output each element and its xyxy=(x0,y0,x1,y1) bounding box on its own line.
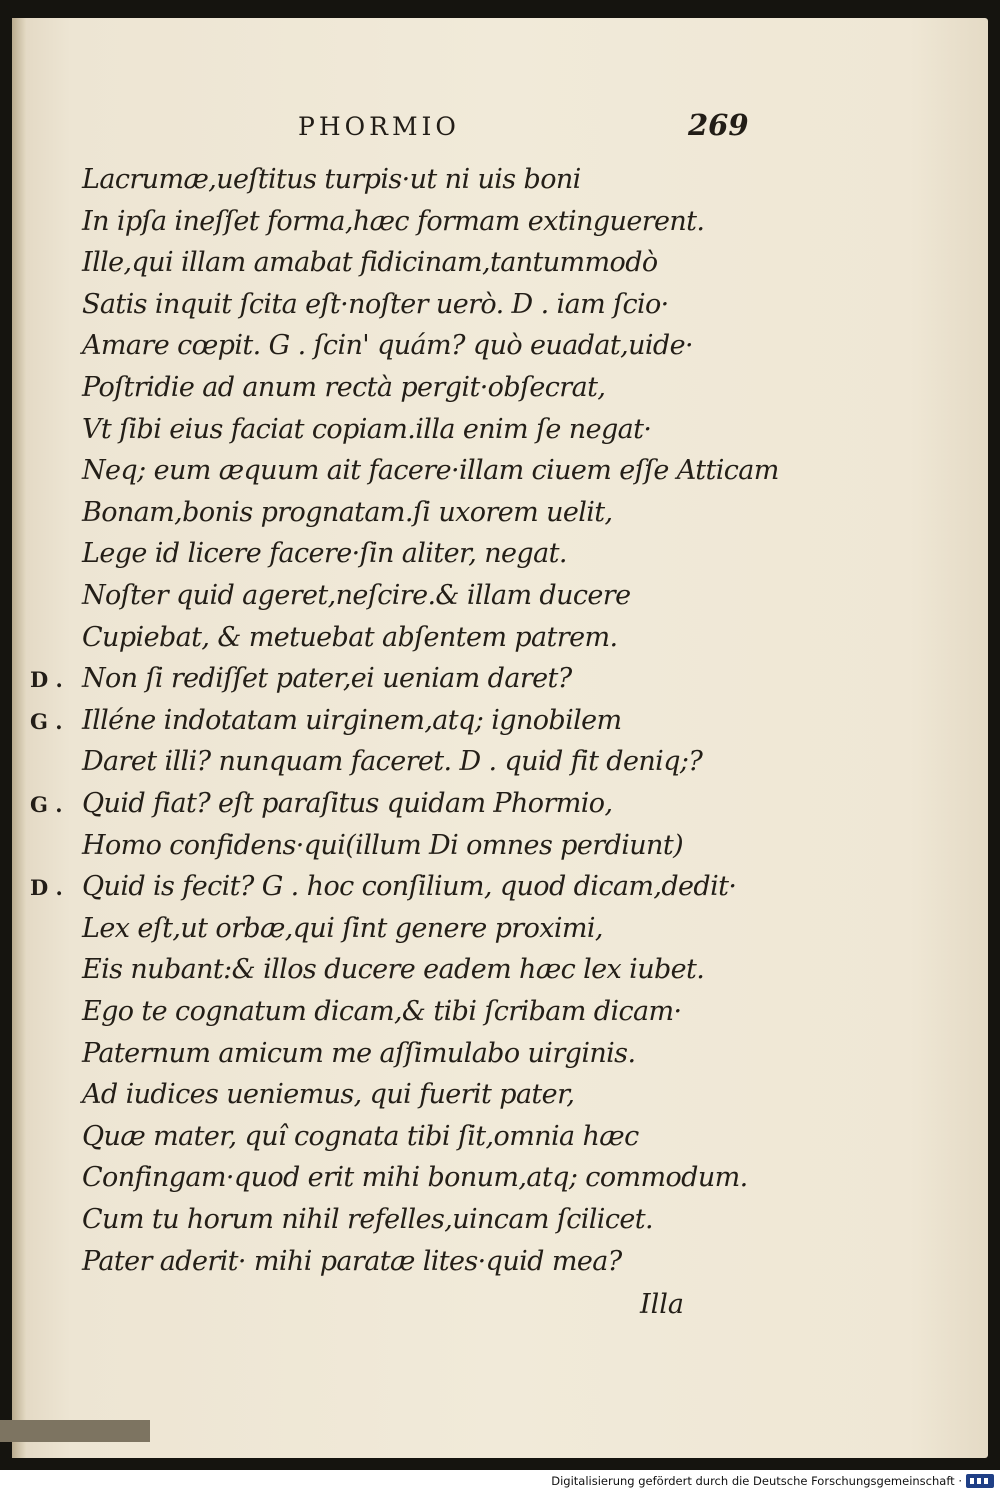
binding-strip xyxy=(0,1420,150,1442)
verse-text: Lacrumæ,ueſtitus turpis·ut ni uis boni xyxy=(82,164,581,195)
verse-line xyxy=(0,497,1000,539)
verse-text: Eis nubant:& illos ducere eadem hæc lex iubet. xyxy=(82,954,705,986)
verse-line xyxy=(0,289,1000,331)
verse-line xyxy=(0,871,1000,913)
verse-text: Daret illi? nunquam faceret. D . quid fit deniq;? xyxy=(82,746,703,778)
verse-text: Poſtridie ad anum rectà pergit·obſecrat, xyxy=(82,372,606,403)
verse-line xyxy=(0,206,1000,248)
verse-line xyxy=(0,1204,1000,1246)
verse-text: Confingam·quod erit mihi bonum,atq; commodum. xyxy=(82,1162,748,1194)
verse-line xyxy=(0,663,1000,705)
running-head xyxy=(0,0,1000,160)
verse-line xyxy=(0,247,1000,289)
verse-text: Quid fiat? eſt paraſitus quidam Phormio, xyxy=(82,788,613,819)
verse-text: Pater aderit· mihi paratæ lites·quid mea? xyxy=(82,1245,622,1277)
verse-text: Vt ſibi eius faciat copiam.illa enim ſe negat· xyxy=(82,413,652,445)
verse-text: Quid is fecit? G . hoc conſilium, quod dicam,dedit· xyxy=(82,871,737,903)
verse-text: Ad iudices ueniemus, qui fuerit pater, xyxy=(82,1079,575,1111)
verse-text: Neq; eum æquum ait facere·illam ciuem eſſe Atticam xyxy=(82,455,779,487)
verse-text: Lege id licere facere·ſin aliter, negat. xyxy=(82,538,567,570)
verse-text: Lex eſt,ut orbæ,qui ſint genere proximi, xyxy=(82,912,603,944)
verse-text: Quæ mater, quî cognata tibi ſit,omnia hæc xyxy=(82,1120,639,1152)
verse-line xyxy=(0,1079,1000,1121)
verse-line xyxy=(0,330,1000,372)
verse-line xyxy=(0,913,1000,955)
speaker-marker: G . xyxy=(30,792,63,817)
verse-text: Homo confidens·qui(illum Di omnes perdiunt) xyxy=(82,829,684,861)
verse-line xyxy=(0,372,1000,414)
verse-text: Ille,qui illam amabat fidicinam,tantummodò xyxy=(82,247,658,279)
verse-line xyxy=(0,538,1000,580)
verse-line xyxy=(0,164,1000,206)
verse-text: Satis inquit ſcita eſt·noſter uerò. D . iam ſcio· xyxy=(82,288,669,320)
verse-text: Cum tu horum nihil refelles,uincam ſcilicet. xyxy=(82,1204,653,1235)
verse-text: Amare cœpit. G . ſcin' quám? quò euadat,uide· xyxy=(82,330,693,362)
dfg-logo-icon xyxy=(966,1474,994,1488)
speaker-marker: G . xyxy=(30,708,63,734)
verse-text: In ipſa ineſſet forma,hæc formam extinguerent. xyxy=(82,205,705,237)
verse-line xyxy=(0,1121,1000,1163)
verse-line xyxy=(0,580,1000,622)
verse-text: Ego te cognatum dicam,& tibi ſcribam dicam· xyxy=(82,996,682,1027)
running-head-title: PHORMIO xyxy=(298,112,460,141)
verse-text: Illéne indotatam uirginem,atq; ignobilem xyxy=(82,704,622,736)
verse-line xyxy=(0,954,1000,996)
verse-text: Paternum amicum me aſſimulabo uirginis. xyxy=(82,1037,636,1069)
footer-bar xyxy=(0,1470,1000,1492)
footer-credit: Digitalisierung gefördert durch die Deutsche Forschungsgemeinschaft · xyxy=(551,1474,962,1488)
speaker-marker: D . xyxy=(30,875,63,901)
catchword: Illa xyxy=(640,1289,685,1320)
verse-line xyxy=(0,414,1000,456)
verse-text: Cupiebat, & metuebat abſentem patrem. xyxy=(82,621,618,653)
verse-text: Non ſi rediſſet pater,ei ueniam daret? xyxy=(82,663,572,695)
verse-line xyxy=(0,1162,1000,1204)
verse-line xyxy=(0,1246,1000,1288)
verse-line xyxy=(0,788,1000,830)
verse-line xyxy=(0,622,1000,664)
page-number: 269 xyxy=(688,108,749,142)
verse-line xyxy=(0,705,1000,747)
verse-text: Bonam,bonis prognatam.ſi uxorem uelit, xyxy=(82,496,613,528)
verse-line xyxy=(0,455,1000,497)
speaker-marker: D . xyxy=(30,667,63,693)
verse-line xyxy=(0,746,1000,788)
verse-line xyxy=(0,996,1000,1038)
verse-text: Noſter quid ageret,neſcire.& illam ducere xyxy=(82,580,631,611)
verse-line xyxy=(0,830,1000,872)
verse-line xyxy=(0,1038,1000,1080)
